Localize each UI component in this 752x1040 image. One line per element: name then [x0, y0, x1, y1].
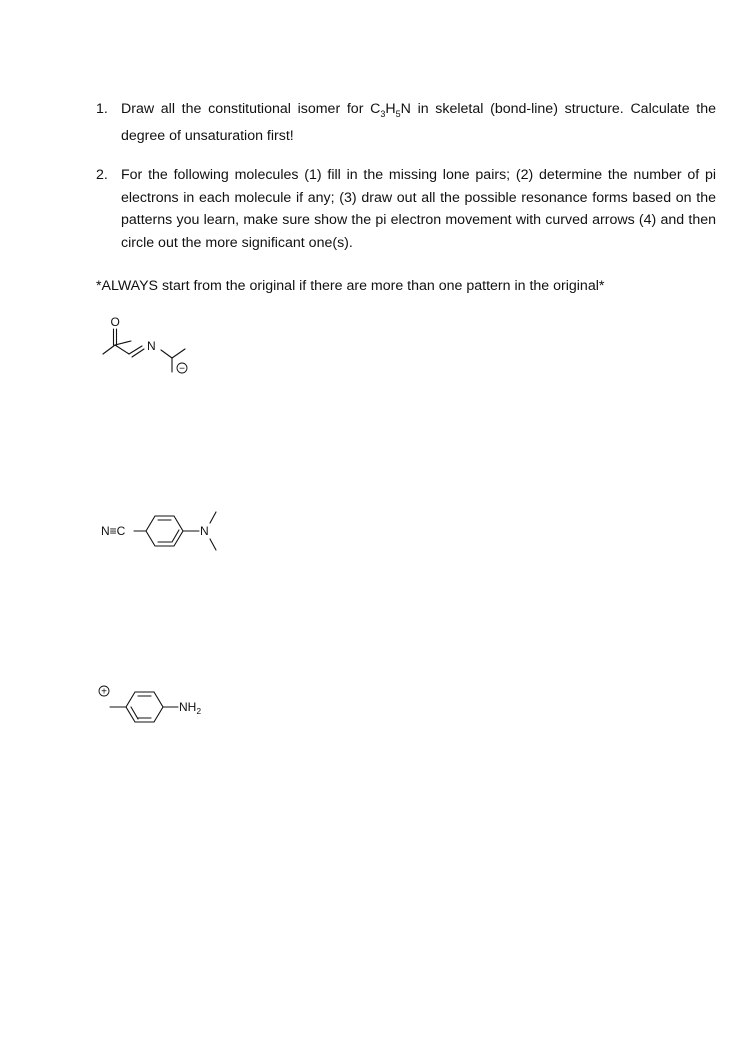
- molecule-2-nitrogen: N: [200, 524, 209, 538]
- molecule-1-nitrogen: N: [147, 339, 156, 353]
- question-2: [96, 164, 716, 254]
- question-1: [96, 98, 716, 148]
- question-2-number: 2.: [96, 167, 108, 183]
- molecule-3-structure: [96, 680, 226, 730]
- molecule-3-charge-sign: +: [101, 686, 107, 698]
- question-2-text: For the following molecules (1) fill in the missing lone pairs; (2) determine the number of pi electrons in each molecule if any; (3) draw out all the possible resonance forms based on the patterns you learn, make sure show the pi electron movement with curved arrows (4) and then circle out the more significant one(s).: [121, 167, 716, 251]
- molecule-1-charge-sign: −: [179, 363, 185, 375]
- molecule-1-structure: [95, 312, 225, 384]
- question-1-text: Draw all the constitutional isomer for $C_3H_5N$ in skeletal (bond-line) structure. Calculate the degree of unsaturation first!: [121, 101, 716, 145]
- molecule-3-bonds: [110, 692, 178, 722]
- question-1-number: 1.: [96, 101, 108, 117]
- instruction-note: *ALWAYS start from the original if there are more than one pattern in the original*: [96, 278, 605, 294]
- molecule-1-oxygen: O: [110, 315, 120, 329]
- molecule-2-structure: [98, 505, 228, 555]
- molecule-2-nitrile: N≡C: [101, 524, 126, 538]
- molecule-1-bonds: [103, 329, 185, 372]
- molecule-3-amine: $NH_2$: [179, 700, 202, 716]
